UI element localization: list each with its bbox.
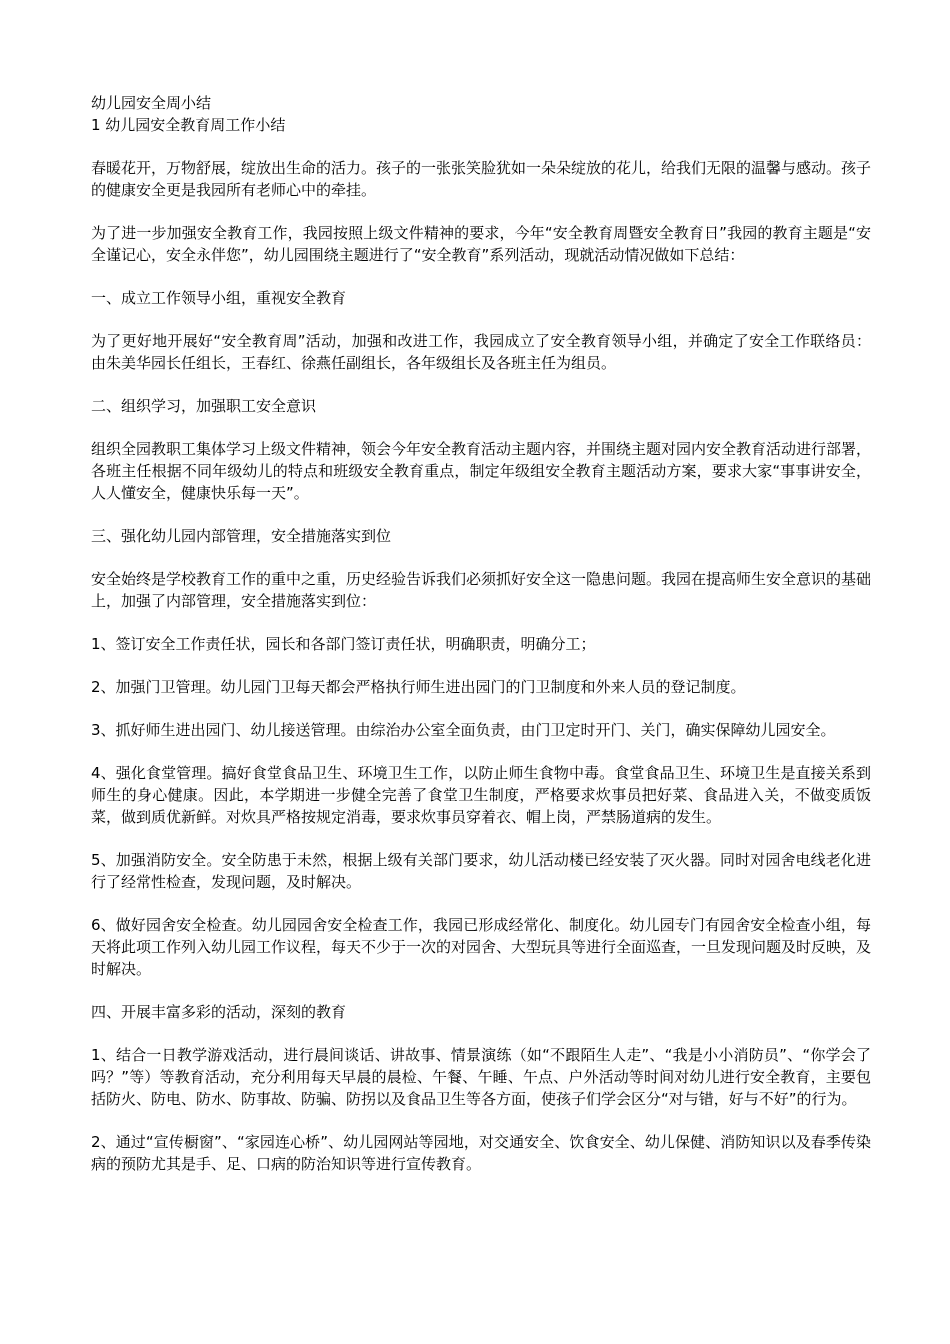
paragraph-intro: 春暖花开，万物舒展，绽放出生命的活力。孩子的一张张笑脸犹如一朵朵绽放的花儿，给我们无限的温馨与感动。孩子的健康安全更是我园所有老师心中的牵挂。 [91,159,872,199]
section-heading-1: 一、成立工作领导小组，重视安全教育 [91,289,347,307]
document-title: 幼儿园安全周小结 [91,94,212,112]
paragraph-theme: 为了进一步加强安全教育工作，我园按照上级文件精神的要求，今年“安全教育周暨安全教育日”我园的教育主题是“安全谨记心，安全永伴您”，幼儿园围绕主题进行了“安全教育”系列活动，现就活动情况做如下总结： [91,224,871,264]
list-item: 1、结合一日教学游戏活动，进行晨间谈话、讲故事、情景演练（如“不跟陌生人走”、“我是小小消防员”、“你学会了吗？”等）等教育活动，充分利用每天早晨的晨检、午餐、午睡、午点、户外活动等时间对幼儿进行安全教育，主要包括防火、防电、防水、防事故、防骗、防拐以及食品卫生等各方面，使孩子们学会区分“对与错，好与不好”的行为。 [91,1046,871,1108]
section-heading-4: 四、开展丰富多彩的活动，深刻的教育 [91,1003,347,1021]
list-item: 6、做好园舍安全检查。幼儿园园舍安全检查工作，我园已形成经常化、制度化。幼儿园专门有园舍安全检查小组，每天将此项工作列入幼儿园工作议程，每天不少于一次的对园舍、大型玩具等进行全面巡查，一旦发现问题及时反映，及时解决。 [91,916,872,978]
list-item: 4、强化食堂管理。搞好食堂食品卫生、环境卫生工作，以防止师生食物中毒。食堂食品卫生、环境卫生是直接关系到师生的身心健康。因此，本学期进一步健全完善了食堂卫生制度，严格要求炊事员把好菜、食品进入关，不做变质饭菜，做到质优新鲜。对炊具严格按规定消毒，要求炊事员穿着衣、帽上岗，严禁肠道病的发生。 [91,764,871,826]
document-subtitle: 1 幼儿园安全教育周工作小结 [91,116,286,134]
paragraph: 为了更好地开展好“安全教育周”活动，加强和改进工作，我园成立了安全教育领导小组，并确定了安全工作联络员：由朱美华园长任组长，王春红、徐燕任副组长，各年级组长及各班主任为组员。 [91,332,871,372]
section-heading-3: 三、强化幼儿园内部管理，安全措施落实到位 [91,527,392,545]
paragraph: 组织全园教职工集体学习上级文件精神，领会今年安全教育活动主题内容，并围绕主题对园内安全教育活动进行部署，各班主任根据不同年级幼儿的特点和班级安全教育重点，制定年级组安全教育主题活动方案，要求大家“事事讲安全，人人懂安全，健康快乐每一天”。 [91,440,872,502]
list-item: 5、加强消防安全。安全防患于未然，根据上级有关部门要求，幼儿活动楼已经安装了灭火器。同时对园舍电线老化进行了经常性检查，发现问题，及时解决。 [91,851,871,891]
list-item: 2、通过“宣传橱窗”、“家园连心桥”、幼儿园网站等园地，对交通安全、饮食安全、幼儿保健、消防知识以及春季传染病的预防尤其是手、足、口病的防治知识等进行宣传教育。 [91,1133,871,1173]
list-item: 2、加强门卫管理。幼儿园门卫每天都会严格执行师生进出园门的门卫制度和外来人员的登记制度。 [91,678,746,696]
document-page [91,92,871,1175]
paragraph: 安全始终是学校教育工作的重中之重，历史经验告诉我们必须抓好安全这一隐患问题。我园在提高师生安全意识的基础上，加强了内部管理，安全措施落实到位： [91,570,872,610]
list-item: 3、抓好师生进出园门、幼儿接送管理。由综治办公室全面负责，由门卫定时开门、关门，确实保障幼儿园安全。 [91,721,836,739]
section-heading-2: 二、组织学习，加强职工安全意识 [91,397,317,415]
list-item: 1、签订安全工作责任状，园长和各部门签订责任状，明确职责，明确分工； [91,635,596,653]
